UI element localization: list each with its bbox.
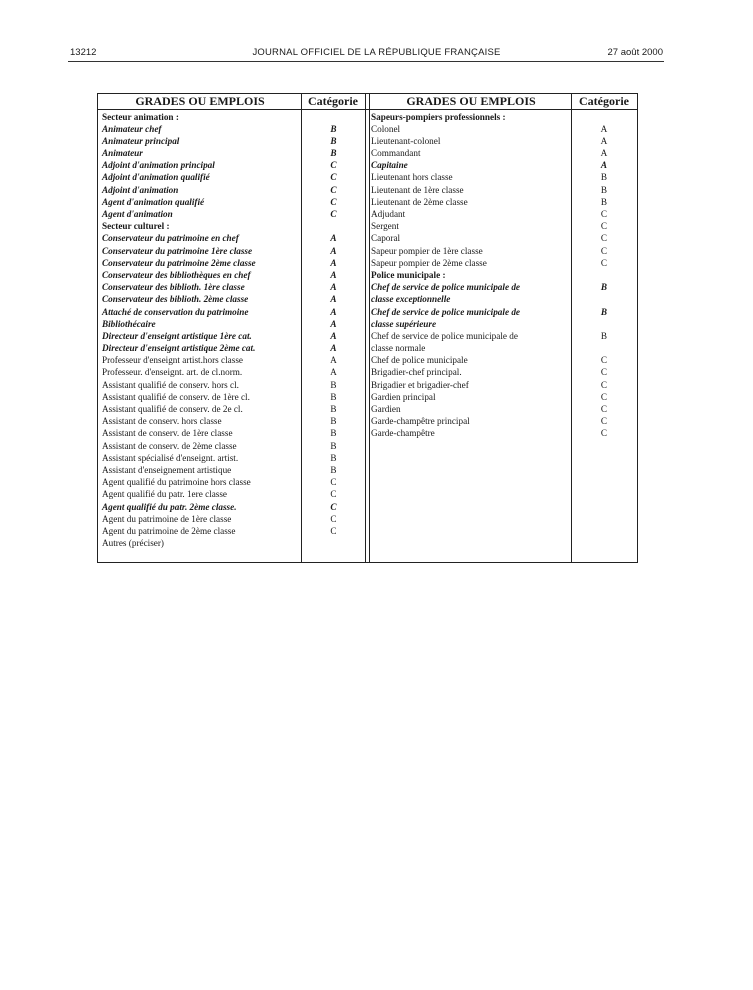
grade-cell: Assistant de conserv. de 1ère classe [102,428,233,439]
category-cell: C [600,221,608,232]
grade-cell: classe normale [371,343,426,354]
category-cell: C [330,477,337,488]
category-cell: C [600,404,608,414]
grade-cell: Autres (préciser) [102,538,164,549]
grade-cell: Gardien [371,404,401,414]
category-cell: A [600,148,608,159]
grade-cell: Conservateur du patrimoine 1ère classe [102,245,253,256]
category-cell: C [600,245,608,256]
category-cell: A [330,367,337,378]
grade-cell: Sergent [371,221,399,232]
category-cell: C [600,379,608,390]
grade-cell: Lieutenant hors classe [371,172,453,183]
right-grades-column [371,111,570,440]
category-cell: C [600,257,608,268]
category-cell: A [330,306,337,317]
grade-cell: Lieutenant de 2ème classe [371,196,468,207]
grade-cell: Secteur animation : [102,111,179,122]
grade-cell: Professeur d'enseignt artist.hors classe [102,355,243,366]
category-cell: B [330,452,337,463]
grade-cell: Assistant qualifié de conserv. de 2e cl. [102,404,243,414]
grade-cell: Garde-champêtre principal [371,416,470,427]
grade-cell: Agent qualifié du patr. 2ème classe. [102,501,237,512]
category-cell [572,293,636,305]
grade-cell: Commandant [371,148,421,159]
table-header-row [98,94,637,110]
grade-cell: Conservateur des biblioth. 1ère classe [102,282,245,293]
grade-cell: Assistant d'enseignement artistique [102,464,232,475]
grade-cell: Animateur [102,148,143,159]
category-cell: A [600,123,608,134]
grade-cell: Brigadier-chef principal. [371,367,462,378]
grade-cell: Sapeurs-pompiers professionnels : [371,111,506,122]
category-cell: A [330,269,337,280]
grade-cell: Capitaine [371,160,408,171]
category-cell: B [330,464,337,475]
category-cell: A [600,160,608,171]
category-cell: C [330,209,337,219]
category-cell: B [330,428,337,439]
category-cell: C [600,391,608,402]
journal-title: JOURNAL OFFICIEL DE LA RÉPUBLIQUE FRANÇAISE [252,47,501,58]
category-cell [572,269,636,281]
category-cell: B [330,148,337,159]
grade-cell: Directeur d'enseignt artistique 1ère cat. [102,330,252,341]
category-cell: B [600,330,608,341]
page-number: 13212 [70,47,97,58]
category-cell [572,342,636,354]
grade-cell: Agent qualifié du patrimoine hors classe [102,477,251,488]
grade-cell: Agent d'animation qualifié [102,196,205,207]
category-cell: C [600,233,608,244]
category-cell: C [330,184,337,195]
grade-cell: Gardien principal [371,391,436,402]
grade-cell: Professeur. d'enseignt. art. de cl.norm. [102,367,243,378]
grade-cell: Assistant de conserv. hors classe [102,416,222,427]
grade-cell: Chef de police municipale [371,355,468,366]
grade-cell: Garde-champêtre [371,428,435,439]
header-categorie-right: Catégorie [579,94,629,108]
grade-cell: Sapeur pompier de 1ère classe [371,245,483,256]
header-grades-right: GRADES OU EMPLOIS [406,94,536,108]
category-cell: A [330,245,337,256]
grade-cell: Chef de service de police municipale de [371,330,518,341]
category-cell: C [330,513,337,524]
category-cell: A [600,135,608,146]
header-grades-left: GRADES OU EMPLOIS [135,94,265,108]
grade-cell: Directeur d'enseignt artistique 2ème cat. [102,343,256,354]
grade-cell: Lieutenant-colonel [371,135,441,146]
grade-cell: Caporal [371,233,401,244]
category-cell: B [330,379,337,390]
category-cell: B [600,184,608,195]
grade-cell: Agent d'animation [102,209,173,219]
grade-cell: Assistant qualifié de conserv. de 1ère cl. [102,391,250,402]
grade-cell: Conservateur des bibliothèques en chef [102,269,251,280]
category-cell: A [330,330,337,341]
category-cell: C [330,172,337,183]
category-cell: C [600,367,608,378]
category-cell [302,537,365,549]
header-rule [68,61,664,62]
grade-cell: Lieutenant de 1ère classe [371,184,464,195]
category-cell: C [330,525,337,536]
category-cell: C [600,209,608,219]
category-cell: B [330,416,337,427]
category-cell: A [330,294,337,305]
category-cell: C [600,416,608,427]
grade-cell: classe exceptionnelle [371,294,451,305]
grade-cell: Assistant de conserv. de 2ème classe [102,440,237,451]
category-cell: C [330,489,337,500]
grade-cell: Conservateur du patrimoine 2ème classe [102,257,256,268]
grade-cell: Adjudant [371,209,406,219]
grade-cell: Assistant qualifié de conserv. hors cl. [102,379,239,390]
category-cell: A [330,355,337,366]
header-categorie-left: Catégorie [308,94,358,108]
left-grades-column [102,111,300,550]
category-cell: B [600,172,608,183]
grade-cell: Adjoint d'animation principal [102,160,215,171]
category-cell: A [330,343,337,354]
category-cell: C [600,428,608,439]
column-divider [369,94,370,562]
category-cell: B [600,282,608,293]
grade-cell: Chef de service de police municipale de [371,282,521,293]
grade-cell: Conservateur du patrimoine en chef [102,233,239,244]
grade-cell: Agent du patrimoine de 2ème classe [102,525,236,536]
category-cell: B [330,440,337,451]
category-cell: C [330,501,337,512]
category-cell: B [330,391,337,402]
category-cell: C [330,160,337,171]
grade-cell: Attaché de conservation du patrimoine [102,306,249,317]
publication-date: 27 août 2000 [607,47,663,58]
grade-cell: Adjoint d'animation qualifié [102,172,210,183]
grade-cell: Adjoint d'animation [102,184,179,195]
category-cell: A [330,318,337,329]
category-cell: B [330,135,337,146]
category-cell: C [600,355,608,366]
category-cell: B [330,404,337,414]
grade-cell: Secteur culturel : [102,221,170,232]
grade-cell: Animateur principal [102,135,180,146]
grade-cell: Animateur chef [102,123,162,134]
category-cell [572,318,636,330]
grade-cell: Bibliothécaire [102,318,156,329]
grade-cell: Sapeur pompier de 2ème classe [371,257,487,268]
grade-cell: Brigadier et brigadier-chef [371,379,469,390]
category-cell: A [330,233,337,244]
category-cell: B [600,196,608,207]
grade-cell: Colonel [371,123,401,134]
category-cell: A [330,282,337,293]
left-category-column [302,111,365,550]
category-cell: C [330,196,337,207]
category-cell [572,111,636,123]
grade-cell: Police municipale : [371,269,446,280]
right-category-column [572,111,636,440]
grade-cell: classe supérieure [371,318,437,329]
grade-cell: Agent du patrimoine de 1ère classe [102,513,232,524]
grade-cell: Assistant spécialisé d'enseignt. artist. [102,452,239,463]
category-cell: B [600,306,608,317]
grade-cell: Chef de service de police municipale de [371,306,521,317]
category-cell: A [330,257,337,268]
grade-cell: Conservateur des biblioth. 2ème classe [102,294,249,305]
category-cell: B [330,123,337,134]
category-cell [302,111,365,123]
column-divider [365,94,366,562]
category-cell [302,220,365,232]
grade-cell: Agent qualifié du patr. 1ere classe [102,489,228,500]
grades-table [97,93,638,563]
